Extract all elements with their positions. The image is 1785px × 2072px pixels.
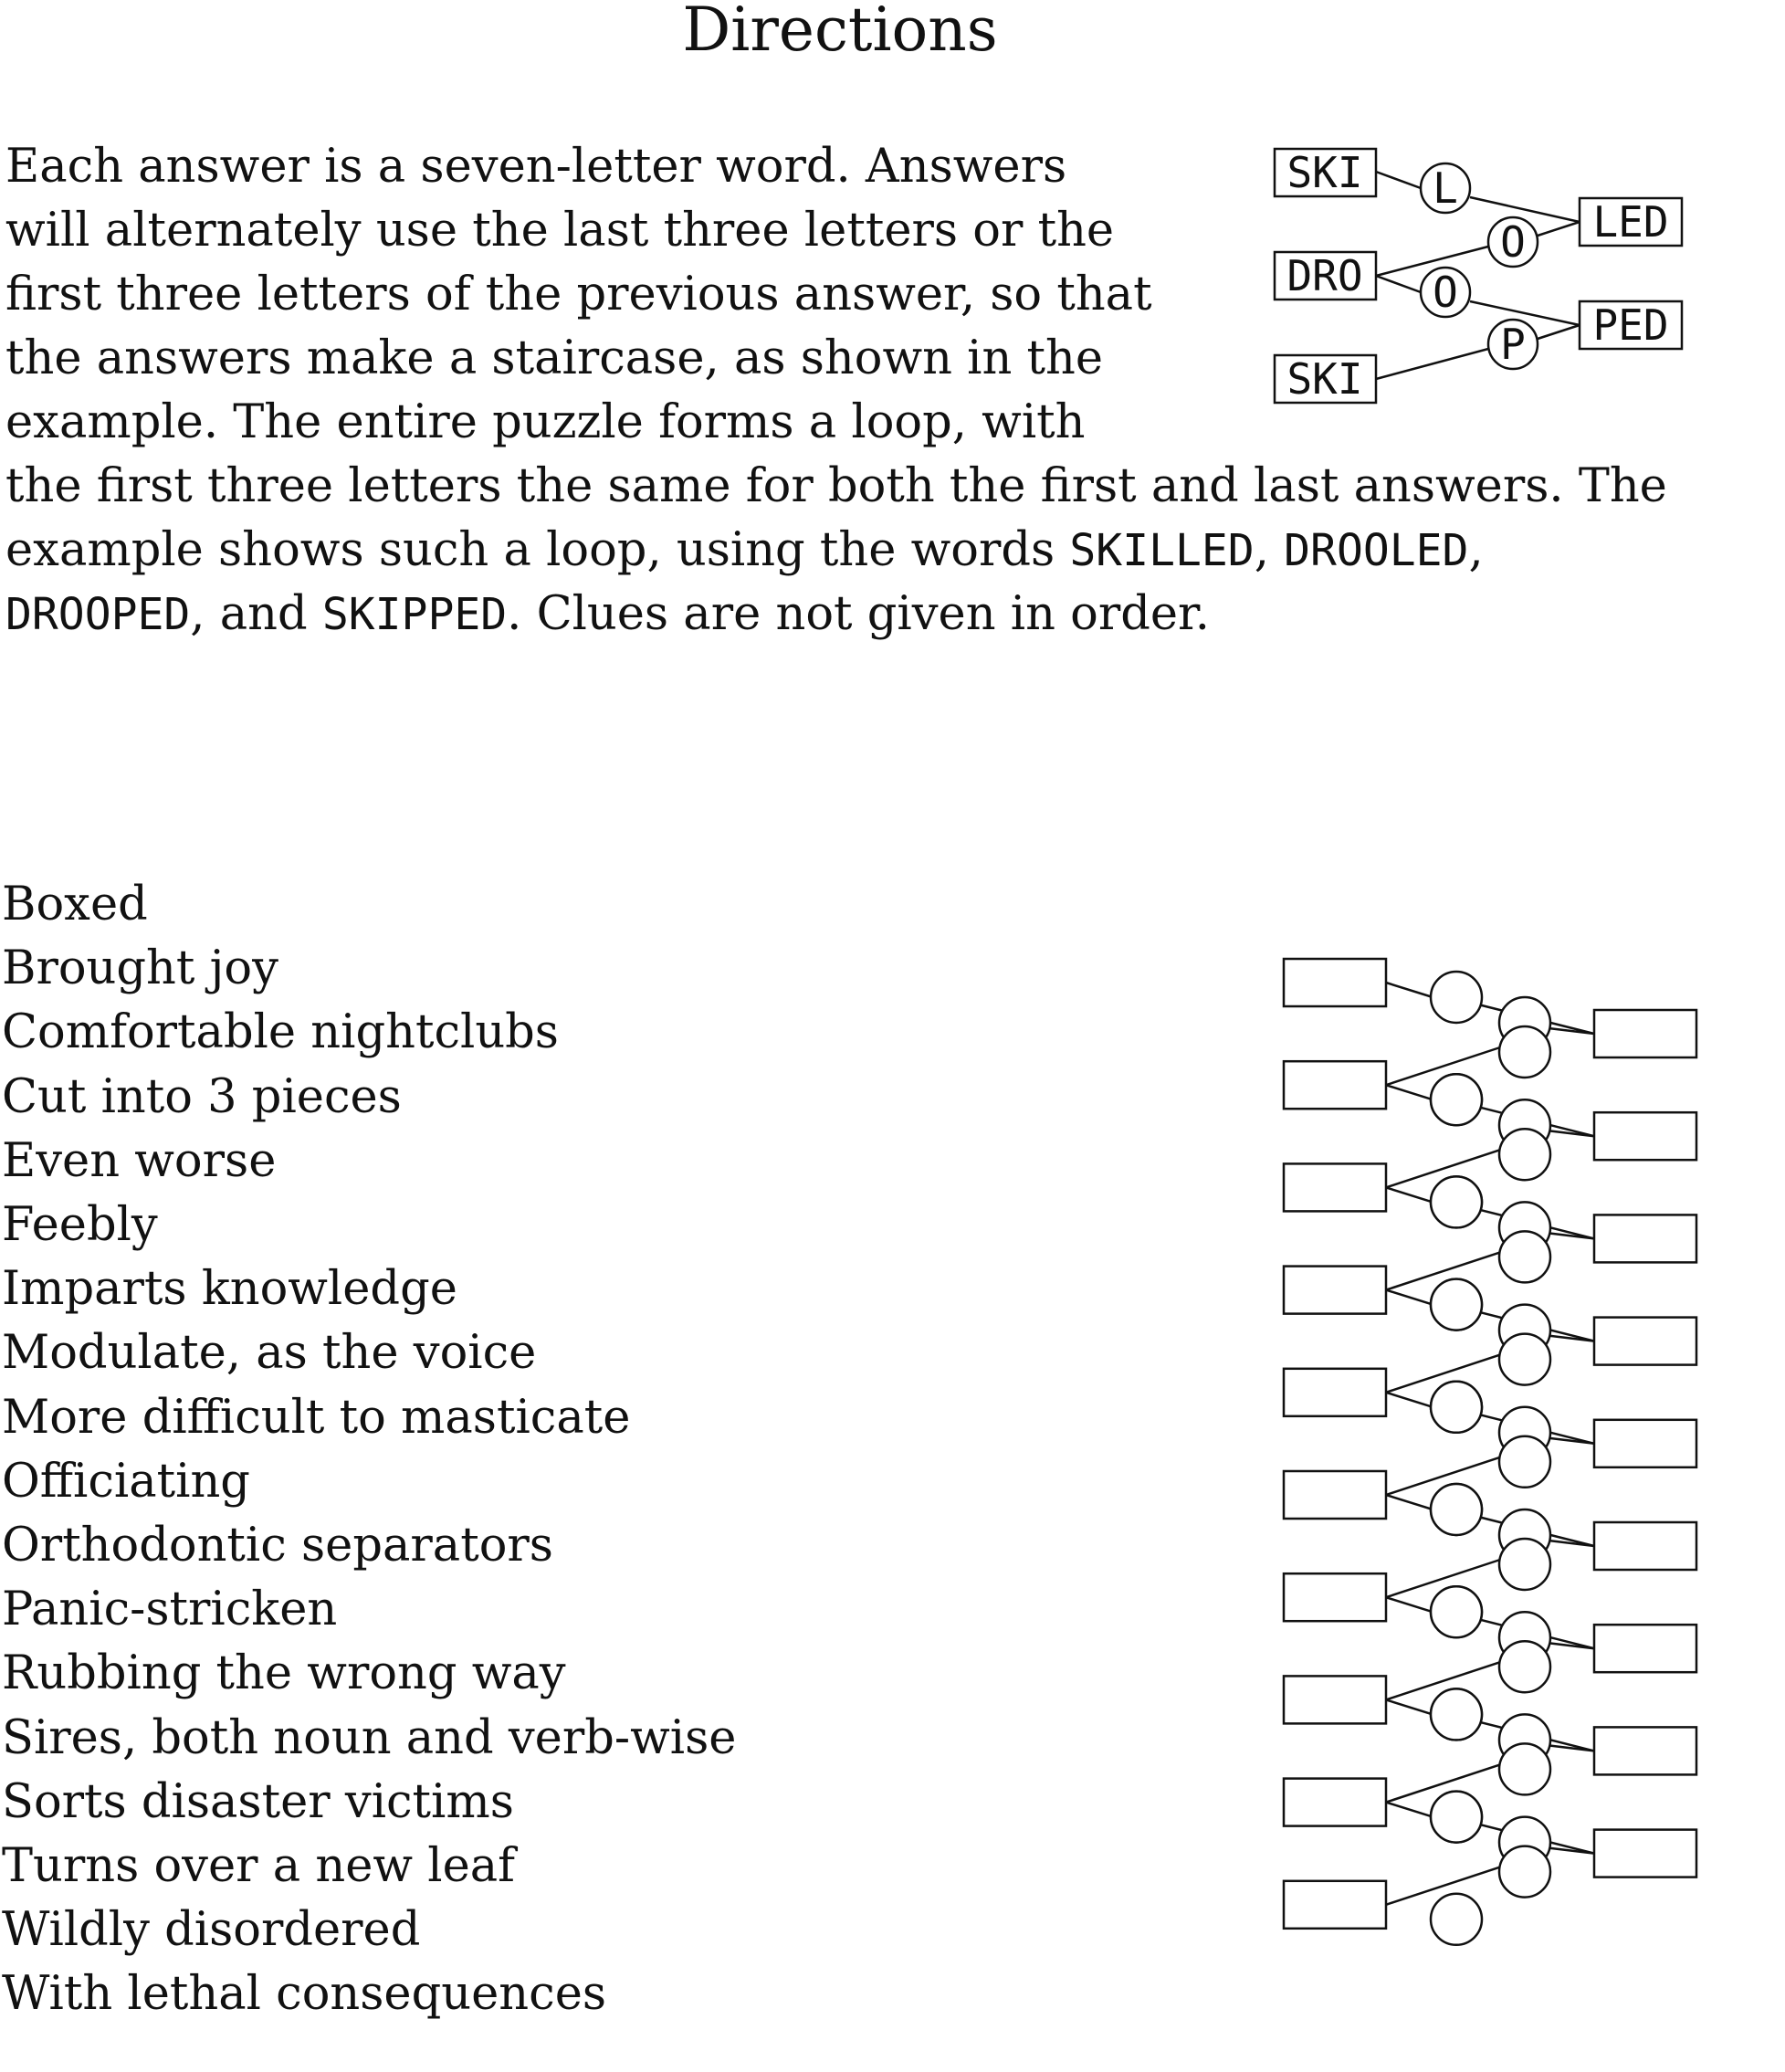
answer-circle (1431, 1894, 1482, 1945)
example-box-label: PED (1592, 300, 1669, 350)
connector-line (1386, 1495, 1433, 1509)
directions-text-fragment: example shows such a loop, using the words (5, 523, 1070, 577)
connector-line (1538, 222, 1580, 236)
clue-item: Sires, both noun and verb-wise (2, 1710, 737, 1765)
answer-circle (1499, 1436, 1550, 1488)
clue-item: Comfortable nightclubs (2, 1005, 559, 1060)
answer-circle (1431, 1279, 1482, 1330)
answer-box-left (1284, 959, 1386, 1006)
connector-line (1376, 172, 1421, 188)
connector-line (1386, 983, 1433, 997)
answer-box-right (1594, 1215, 1696, 1262)
example-diagram (1275, 148, 1682, 404)
connector-line (1376, 276, 1421, 292)
example-circle-label: O (1433, 268, 1458, 317)
answer-circle (1499, 1129, 1550, 1180)
example-circle-label: P (1500, 320, 1526, 369)
page-title: Directions (682, 0, 998, 65)
separator: , and (190, 587, 322, 641)
clue-item: Rubbing the wrong way (2, 1646, 566, 1701)
directions-line: Each answer is a seven-letter word. Answers (5, 140, 1067, 194)
answer-box-right (1594, 1420, 1696, 1467)
answer-box-left (1284, 1369, 1386, 1416)
answer-box-right (1594, 1010, 1696, 1057)
example-word: DROOLED (1284, 525, 1469, 576)
answer-circle (1499, 1539, 1550, 1590)
answer-box-left (1284, 1267, 1386, 1314)
clue-list (2, 873, 736, 2027)
connector-line (1386, 1699, 1433, 1714)
answer-circle (1431, 972, 1482, 1023)
answer-box-left (1284, 1471, 1386, 1519)
answer-box-right (1594, 1625, 1696, 1672)
answer-box-left (1284, 1573, 1386, 1621)
answer-circle (1499, 1641, 1550, 1692)
connector-line (1538, 325, 1580, 339)
answer-circle (1499, 1846, 1550, 1898)
separator: , (1254, 523, 1285, 577)
clue-item: Even worse (2, 1133, 277, 1188)
example-word: DROOPED (5, 589, 191, 640)
clue-item: Orthodontic separators (2, 1519, 553, 1573)
answer-box-right (1594, 1112, 1696, 1160)
connector-line (1386, 1290, 1433, 1305)
clue-item: Turns over a new leaf (2, 1839, 516, 1894)
answer-circle (1431, 1074, 1482, 1125)
separator: , (1468, 523, 1484, 577)
connector-line (1386, 1803, 1433, 1817)
answer-box-left (1284, 1163, 1386, 1211)
answer-box-right (1594, 1318, 1696, 1365)
answer-grid (1284, 959, 1696, 1945)
connector-line (1386, 1085, 1433, 1099)
directions-line: first three letters of the previous answer, so that (5, 268, 1152, 321)
example-box-label: SKI (1286, 148, 1363, 197)
clue-item: Brought joy (2, 941, 278, 996)
example-word: SKILLED (1069, 525, 1255, 576)
answer-box-left (1284, 1676, 1386, 1723)
answer-circle (1499, 1334, 1550, 1385)
connector-line (1386, 1187, 1433, 1202)
answer-circle (1499, 1026, 1550, 1078)
connector-line (1376, 349, 1488, 379)
clue-item: Boxed (2, 878, 148, 931)
clue-item: Officiating (2, 1454, 250, 1509)
answer-box-right (1594, 1830, 1696, 1877)
clue-item: Sorts disaster victims (2, 1774, 514, 1829)
clue-item: Panic-stricken (2, 1583, 338, 1637)
directions-line: will alternately use the last three letters or the (5, 204, 1115, 258)
clue-item: Cut into 3 pieces (2, 1069, 402, 1124)
directions-line: example. The entire puzzle forms a loop, with (5, 395, 1086, 449)
example-box-label: DRO (1286, 251, 1363, 300)
clue-item: Imparts knowledge (2, 1262, 457, 1317)
clue-item: Feebly (2, 1198, 158, 1253)
example-box-label: LED (1592, 197, 1669, 247)
answer-box-left (1284, 1881, 1386, 1929)
clue-item: Modulate, as the voice (2, 1326, 537, 1381)
example-circle-label: L (1433, 163, 1458, 213)
answer-circle (1431, 1586, 1482, 1637)
example-word: SKIPPED (321, 589, 508, 640)
example-box-label: SKI (1286, 354, 1363, 404)
answer-box-right (1594, 1727, 1696, 1774)
clue-item: With lethal consequences (2, 1967, 607, 2022)
connector-line (1386, 1393, 1433, 1407)
directions-line: the answers make a staircase, as shown in the (5, 331, 1104, 385)
clue-item: Wildly disordered (2, 1903, 421, 1958)
answer-circle (1431, 1382, 1482, 1433)
answer-circle (1431, 1792, 1482, 1843)
clue-item: More difficult to masticate (2, 1390, 631, 1445)
answer-circle (1431, 1176, 1482, 1227)
answer-box-left (1284, 1061, 1386, 1109)
directions-line: the first three letters the same for both the first and last answers. The (5, 459, 1667, 513)
answer-circle (1499, 1743, 1550, 1794)
connector-line (1386, 1597, 1433, 1612)
answer-circle (1431, 1688, 1482, 1740)
answer-box-right (1594, 1522, 1696, 1570)
directions-text-fragment: . Clues are not given in order. (507, 587, 1211, 641)
answer-box-left (1284, 1779, 1386, 1826)
answer-circle (1499, 1231, 1550, 1282)
answer-circle (1431, 1484, 1482, 1535)
example-circle-label: O (1500, 217, 1526, 267)
